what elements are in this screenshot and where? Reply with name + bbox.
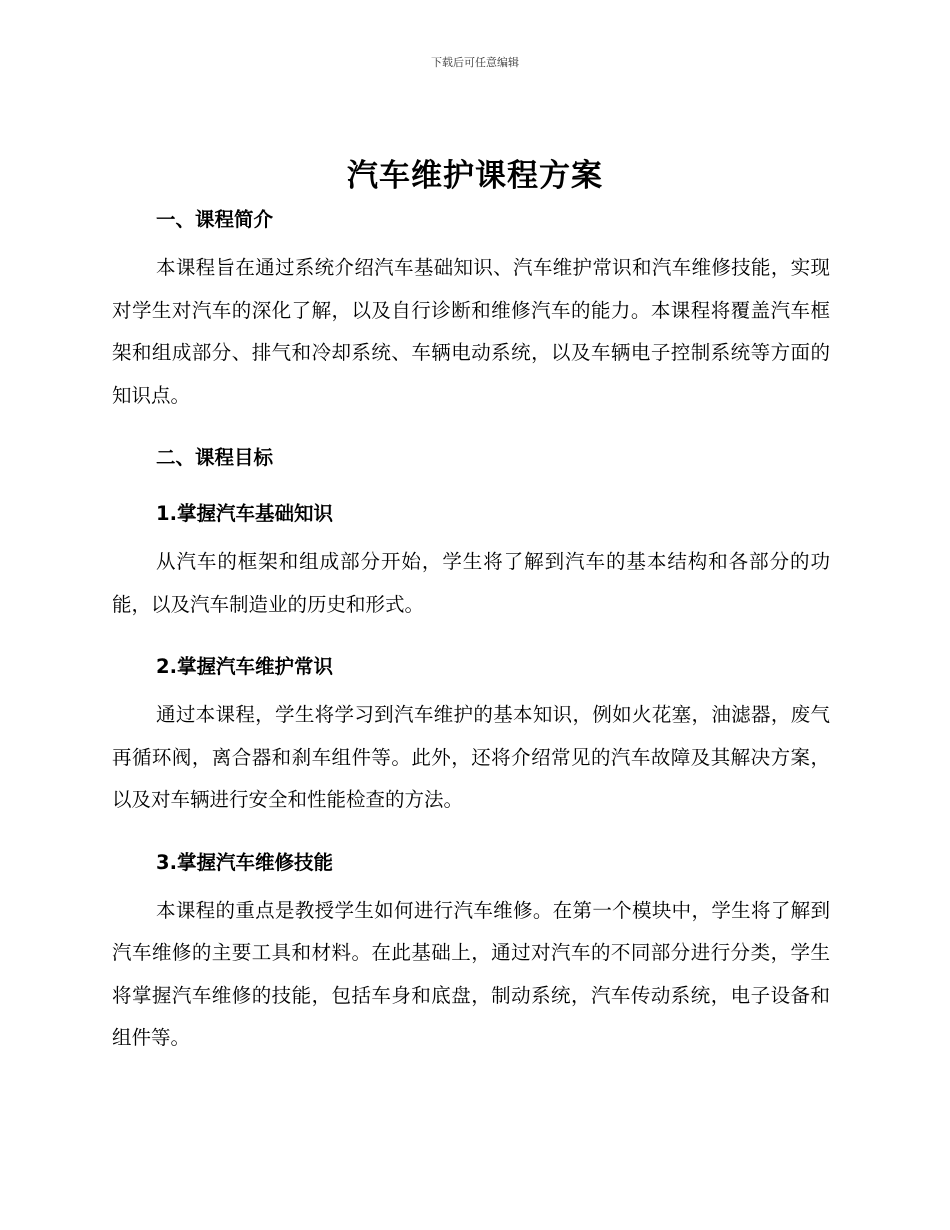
section-heading-goals: 二、课程目标 [156,446,274,469]
subsection-heading-1: 1.掌握汽车基础知识 [156,502,333,525]
subsection-heading-2: 2.掌握汽车维护常识 [156,655,333,678]
subsection-paragraph-2: 通过本课程，学生将学习到汽车维护的基本知识，例如火花塞，油滤器，废气再循环阀，离合器和刹车组件等。此外，还将介绍常见的汽车故障及其解决方案，以及对车辆进行安全和性能检查的方法。 [112,703,830,811]
section-heading-intro: 一、课程简介 [156,208,274,231]
document-body [112,205,830,1060]
section-paragraph-intro: 本课程旨在通过系统介绍汽车基础知识、汽车维护常识和汽车维修技能，实现对学生对汽车的深化了解，以及自行诊断和维修汽车的能力。本课程将覆盖汽车框架和组成部分、排气和冷却系统、车辆电动系统，以及车辆电子控制系统等方面的知识点。 [112,256,830,407]
page-header-note: 下载后可任意编辑 [431,56,519,69]
subsection-paragraph-1: 从汽车的框架和组成部分开始，学生将了解到汽车的基本结构和各部分的功能，以及汽车制造业的历史和形式。 [112,550,830,616]
subsection-paragraph-3: 本课程的重点是教授学生如何进行汽车维修。在第一个模块中，学生将了解到汽车维修的主要工具和材料。在此基础上，通过对汽车的不同部分进行分类，学生将掌握汽车维修的技能，包括车身和底盘，制动系统，汽车传动系统，电子设备和组件等。 [112,898,830,1049]
document-title: 汽车维护课程方案 [347,158,603,194]
subsection-heading-3: 3.掌握汽车维修技能 [156,850,333,874]
